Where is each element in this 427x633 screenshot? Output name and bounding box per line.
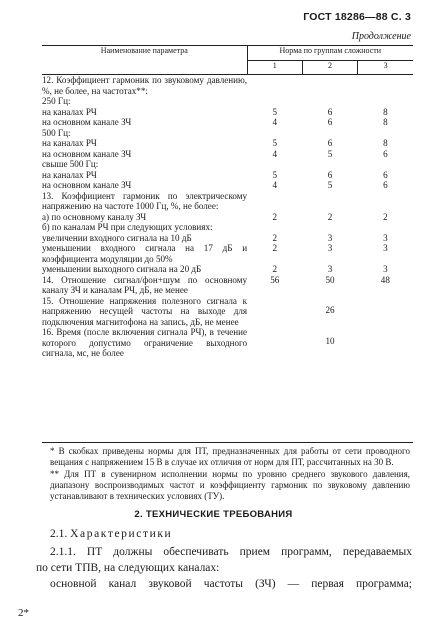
table-bottom-rule xyxy=(42,442,413,443)
norm-value-group-1 xyxy=(247,128,302,139)
table-row xyxy=(42,117,413,128)
norm-value-group-1: 2 xyxy=(272,264,278,274)
parameter-name: на каналах РЧ xyxy=(42,169,97,180)
table-row xyxy=(42,159,413,170)
table-row xyxy=(42,107,413,118)
norm-value-group-3: 6 xyxy=(383,148,388,159)
norm-value-group-2 xyxy=(302,191,357,212)
clause-line-1: 2.1.1. ПТ должны обеспечивать прием программ, передаваемых xyxy=(50,546,412,558)
subsection-title: Характеристики xyxy=(70,528,173,540)
norm-value-group-2: 3 xyxy=(327,264,333,274)
norm-value-group-2: 3 xyxy=(327,243,333,253)
norm-value-group-2 xyxy=(302,96,357,107)
norm-value-group-2 xyxy=(302,159,357,170)
norm-value-group-3: 8 xyxy=(383,117,388,127)
parameter-name: уменьшении входного сигнала на 17 дБ и коэффициента модуляции до 50% xyxy=(42,243,248,264)
norm-value-group-3: 3 xyxy=(383,232,388,243)
parameter-name: уменьшении выходного сигнала на 20 дБ xyxy=(42,264,202,274)
norm-value-group-3 xyxy=(358,191,413,212)
parameter-name: на основном канале ЗЧ xyxy=(42,117,132,127)
norm-value-group-1: 4 xyxy=(272,117,278,127)
parameter-name: 16. Время (после включения сигнала РЧ), в течение которого допустимо ограничение выходного сигнала, мс, не более xyxy=(42,327,248,358)
norm-value-group-3: 3 xyxy=(383,243,388,253)
parameter-name: на каналах РЧ xyxy=(42,106,97,117)
parameter-name: увеличении входного сигнала на 10 дБ xyxy=(42,232,192,243)
parameter-name: 13. Коэффициент гармоник по электрическому напряжению на частоте 1000 Гц, %, не более: xyxy=(42,190,248,211)
group-1-header: 1 xyxy=(272,60,277,70)
norm-value-group-3: 8 xyxy=(383,138,388,148)
table-row xyxy=(42,212,413,223)
norm-value-group-3 xyxy=(358,222,413,233)
group-3-header: 3 xyxy=(358,60,413,75)
parameter-name: на основном канале ЗЧ xyxy=(42,148,132,159)
table-row xyxy=(42,243,413,264)
parameter-name: 12. Коэффициент гармоник по звуковому давлению, %, не более, на частотах**: xyxy=(42,75,248,96)
page-mark: 2* xyxy=(18,607,29,619)
column-header-group: Норма по группам сложности xyxy=(247,46,413,61)
table-row xyxy=(42,222,413,233)
table-row xyxy=(42,296,413,328)
norm-value-group-3: 8 xyxy=(383,106,388,117)
norm-value-group-2 xyxy=(302,75,357,97)
table-row xyxy=(42,191,413,212)
norm-value-group-1: 5 xyxy=(272,169,278,180)
norm-value-group-1 xyxy=(247,191,302,212)
footnote-2: ** Для ПТ в сувенирном исполнении нормы по уровню среднего звукового давления, диапазону воспроизводимых частот и коэффициенту гармоник по звуковому давлению устанавливают в технических условиях (ТУ). xyxy=(50,469,410,501)
norm-value-group-3: 2 xyxy=(383,211,388,222)
norm-value-group-1: 2 xyxy=(272,243,278,253)
table-row xyxy=(42,264,413,275)
norm-value-group-2: 3 xyxy=(327,232,333,243)
table-row xyxy=(42,75,413,97)
norm-value-group-3 xyxy=(358,75,413,97)
norm-value-group-2 xyxy=(302,128,357,139)
norm-value-group-1: 5 xyxy=(272,106,278,117)
norm-value-group-3 xyxy=(358,96,413,107)
table-row xyxy=(42,233,413,244)
table-body xyxy=(42,75,413,359)
standard-header: ГОСТ 18286—88 С. 3 xyxy=(303,11,411,23)
norm-value-group-3: 48 xyxy=(380,274,390,285)
norm-value-group-1: 2 xyxy=(272,211,278,222)
footnote-1: * В скобках приведены нормы для ПТ, предназначенных для работы от сети проводного вещания с напряжением 15 В в случае их отличия от норм для ПТ, рассчитанных на 30 В. xyxy=(50,446,410,467)
parameter-name: 250 Гц: xyxy=(42,96,71,106)
norm-value-group-3: 6 xyxy=(383,169,388,180)
clause-line-3: основной канал звуковой частоты (ЗЧ) — первая программа; xyxy=(50,578,412,590)
norm-value-group-2: 5 xyxy=(327,180,333,190)
norm-value-group-1 xyxy=(247,75,302,97)
group-2-header: 2 xyxy=(302,60,357,75)
norm-value-group-2: 6 xyxy=(327,106,333,117)
parameters-table xyxy=(42,45,413,359)
parameter-name: на каналах РЧ xyxy=(42,138,97,148)
table-row xyxy=(42,138,413,149)
clause-line-2: по сети ТПВ, на следующих каналах: xyxy=(36,562,220,574)
parameter-name: свыше 500 Гц: xyxy=(42,159,99,169)
norm-value-group-1: 5 xyxy=(272,138,278,148)
norm-value-group-2 xyxy=(302,222,357,233)
norm-value-group-3: 3 xyxy=(383,264,388,274)
table-row xyxy=(42,128,413,139)
norm-value-group-1: 4 xyxy=(272,180,278,190)
parameter-name: 15. Отношение напряжения полезного сигнала к напряжению несущей частоты на выходе для подключения магнитофона на запись, дБ, не менее xyxy=(42,295,248,327)
parameter-name: на основном канале ЗЧ xyxy=(42,180,132,190)
norm-value-group-2: 2 xyxy=(327,211,333,222)
norm-value-group-3: 6 xyxy=(383,180,388,190)
subsection-number: 2.1. xyxy=(50,528,68,540)
norm-value-group-3 xyxy=(358,159,413,170)
norm-value-group-2: 50 xyxy=(325,274,335,285)
continuation-label: Продолжение xyxy=(351,31,411,42)
norm-value-group-2: 6 xyxy=(327,117,333,127)
column-header-parameter: Наименование параметра xyxy=(42,46,247,75)
norm-value-all-groups: 10 xyxy=(325,336,335,346)
norm-value-group-1 xyxy=(247,222,302,233)
table-row xyxy=(42,170,413,181)
norm-value-group-1: 4 xyxy=(272,148,278,159)
norm-value-group-1: 2 xyxy=(272,232,278,243)
subsection-heading xyxy=(50,528,172,540)
norm-value-group-2: 5 xyxy=(327,148,333,159)
norm-value-group-1 xyxy=(247,96,302,107)
norm-value-group-3 xyxy=(358,128,413,139)
table-row xyxy=(42,149,413,160)
norm-value-group-1: 56 xyxy=(270,274,280,285)
table-row xyxy=(42,275,413,296)
parameter-name: а) по основному каналу ЗЧ xyxy=(42,211,147,222)
section-title: 2. ТЕХНИЧЕСКИЕ ТРЕБОВАНИЯ xyxy=(134,509,293,520)
norm-value-group-1 xyxy=(247,159,302,170)
norm-value-group-2: 6 xyxy=(327,138,333,148)
norm-value-all-groups: 26 xyxy=(325,304,335,315)
table-row xyxy=(42,327,413,359)
table-row xyxy=(42,180,413,191)
parameter-name: б) по каналам РЧ при следующих условиях: xyxy=(42,222,213,232)
norm-value-group-2: 6 xyxy=(327,169,333,180)
parameter-name: 14. Отношение сигнал/фон+шум по основному каналу ЗЧ и каналам РЧ, дБ, не менее xyxy=(42,274,248,295)
table-row xyxy=(42,96,413,107)
parameter-name: 500 Гц: xyxy=(42,127,71,138)
